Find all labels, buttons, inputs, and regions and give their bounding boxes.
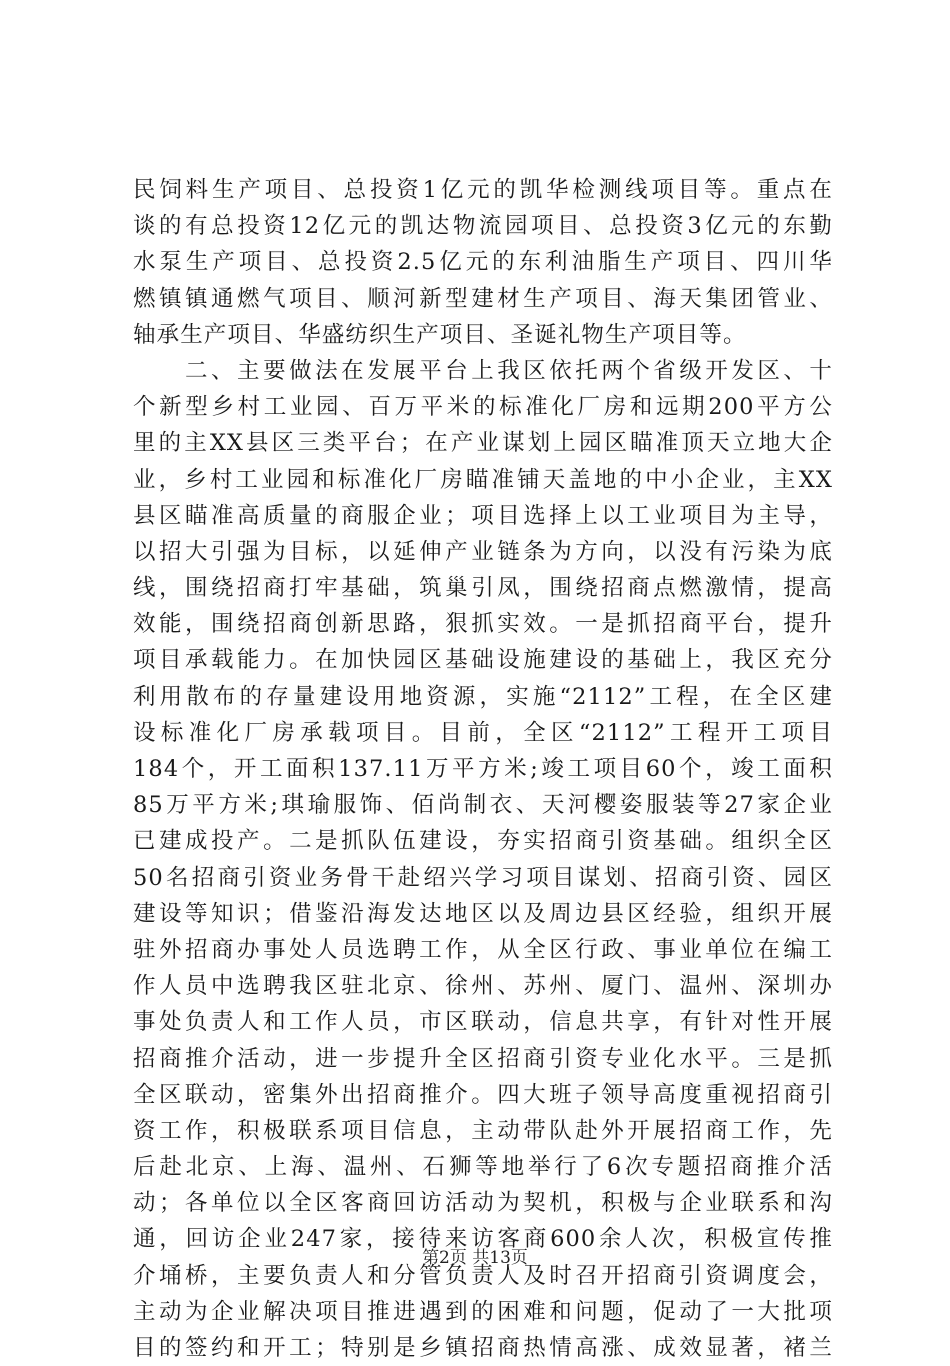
- text-line: 项目承载能力。在加快园区基础设施建设的基础上，我区充分: [133, 647, 833, 674]
- text-line: 建设等知识；借鉴沿海发达地区以及周边县区经验，组织开展: [133, 900, 833, 927]
- text-line: 后赴北京、上海、温州、石狮等地举行了6次专题招商推介活: [133, 1154, 833, 1181]
- text-line: 效能，围绕招商创新思路，狠抓实效。一是抓招商平台，提升: [133, 611, 833, 638]
- text-line: 招商推介活动，进一步提升全区招商引资专业化水平。三是抓: [133, 1045, 833, 1072]
- text-line: 谈的有总投资12亿元的凯达物流园项目、总投资3亿元的东勤: [133, 213, 833, 240]
- text-line: 50名招商引资业务骨干赴绍兴学习项目谋划、招商引资、园区: [133, 864, 833, 891]
- text-line: 轴承生产项目、华盛纺织生产项目、圣诞礼物生产项目等。: [133, 321, 747, 348]
- text-line: 介埇桥，主要负责人和分管负责人及时召开招商引资调度会，: [133, 1262, 833, 1289]
- text-line: 资工作，积极联系项目信息，主动带队赴外开展招商工作，先: [133, 1117, 833, 1144]
- text-line: 燃镇镇通燃气项目、顺河新型建材生产项目、海天集团管业、: [133, 285, 833, 312]
- text-line: 通，回访企业247家，接待来访客商600余人次，积极宣传推: [133, 1226, 833, 1253]
- text-line: 业，乡村工业园和标准化厂房瞄准铺天盖地的中小企业，主XX: [133, 466, 833, 493]
- text-line: 线，围绕招商打牢基础，筑巢引凤，围绕招商点燃激情，提高: [133, 575, 833, 602]
- body-text: [133, 172, 833, 1366]
- text-line: 动；各单位以全区客商回访活动为契机，积极与企业联系和沟: [133, 1190, 833, 1217]
- text-line: 目的签约和开工；特别是乡镇招商热情高涨、成效显著，褚兰: [133, 1335, 833, 1361]
- text-line: 个新型乡村工业园、百万平米的标准化厂房和远期200平方公: [133, 394, 833, 421]
- text-line: 水泵生产项目、总投资2.5亿元的东利油脂生产项目、四川华: [133, 249, 833, 276]
- text-line: 184个，开工面积137.11万平方米;竣工项目60个，竣工面积: [133, 756, 833, 782]
- text-line: 驻外招商办事处人员选聘工作，从全区行政、事业单位在编工: [133, 936, 833, 963]
- text-line: 85万平方米;琪瑜服饰、佰尚制衣、天河樱姿服装等27家企业: [133, 792, 833, 819]
- text-line: 二、主要做法在发展平台上我区依托两个省级开发区、十: [133, 357, 833, 384]
- page-footer: 第2页 共13页: [422, 1248, 528, 1268]
- text-line: 已建成投产。二是抓队伍建设，夯实招商引资基础。组织全区: [133, 828, 833, 855]
- text-line: 民饲料生产项目、总投资1亿元的凯华检测线项目等。重点在: [133, 177, 833, 203]
- text-line: 县区瞄准高质量的商服企业；项目选择上以工业项目为主导，: [133, 502, 833, 529]
- text-line: 里的主XX县区三类平台；在产业谋划上园区瞄准顶天立地大企: [133, 430, 833, 457]
- text-line: 作人员中选聘我区驻北京、徐州、苏州、厦门、温州、深圳办: [133, 973, 833, 1000]
- text-line: 利用散布的存量建设用地资源，实施“2112”工程，在全区建: [133, 683, 833, 710]
- text-line: 事处负责人和工作人员，市区联动，信息共享，有针对性开展: [133, 1009, 833, 1036]
- text-line: 主动为企业解决项目推进遇到的困难和问题，促动了一大批项: [133, 1298, 833, 1325]
- text-line: 设标准化厂房承载项目。目前，全区“2112”工程开工项目: [133, 719, 833, 746]
- text-line: 全区联动，密集外出招商推介。四大班子领导高度重视招商引: [133, 1081, 833, 1108]
- text-line: 以招大引强为目标，以延伸产业链条为方向，以没有污染为底: [133, 538, 833, 565]
